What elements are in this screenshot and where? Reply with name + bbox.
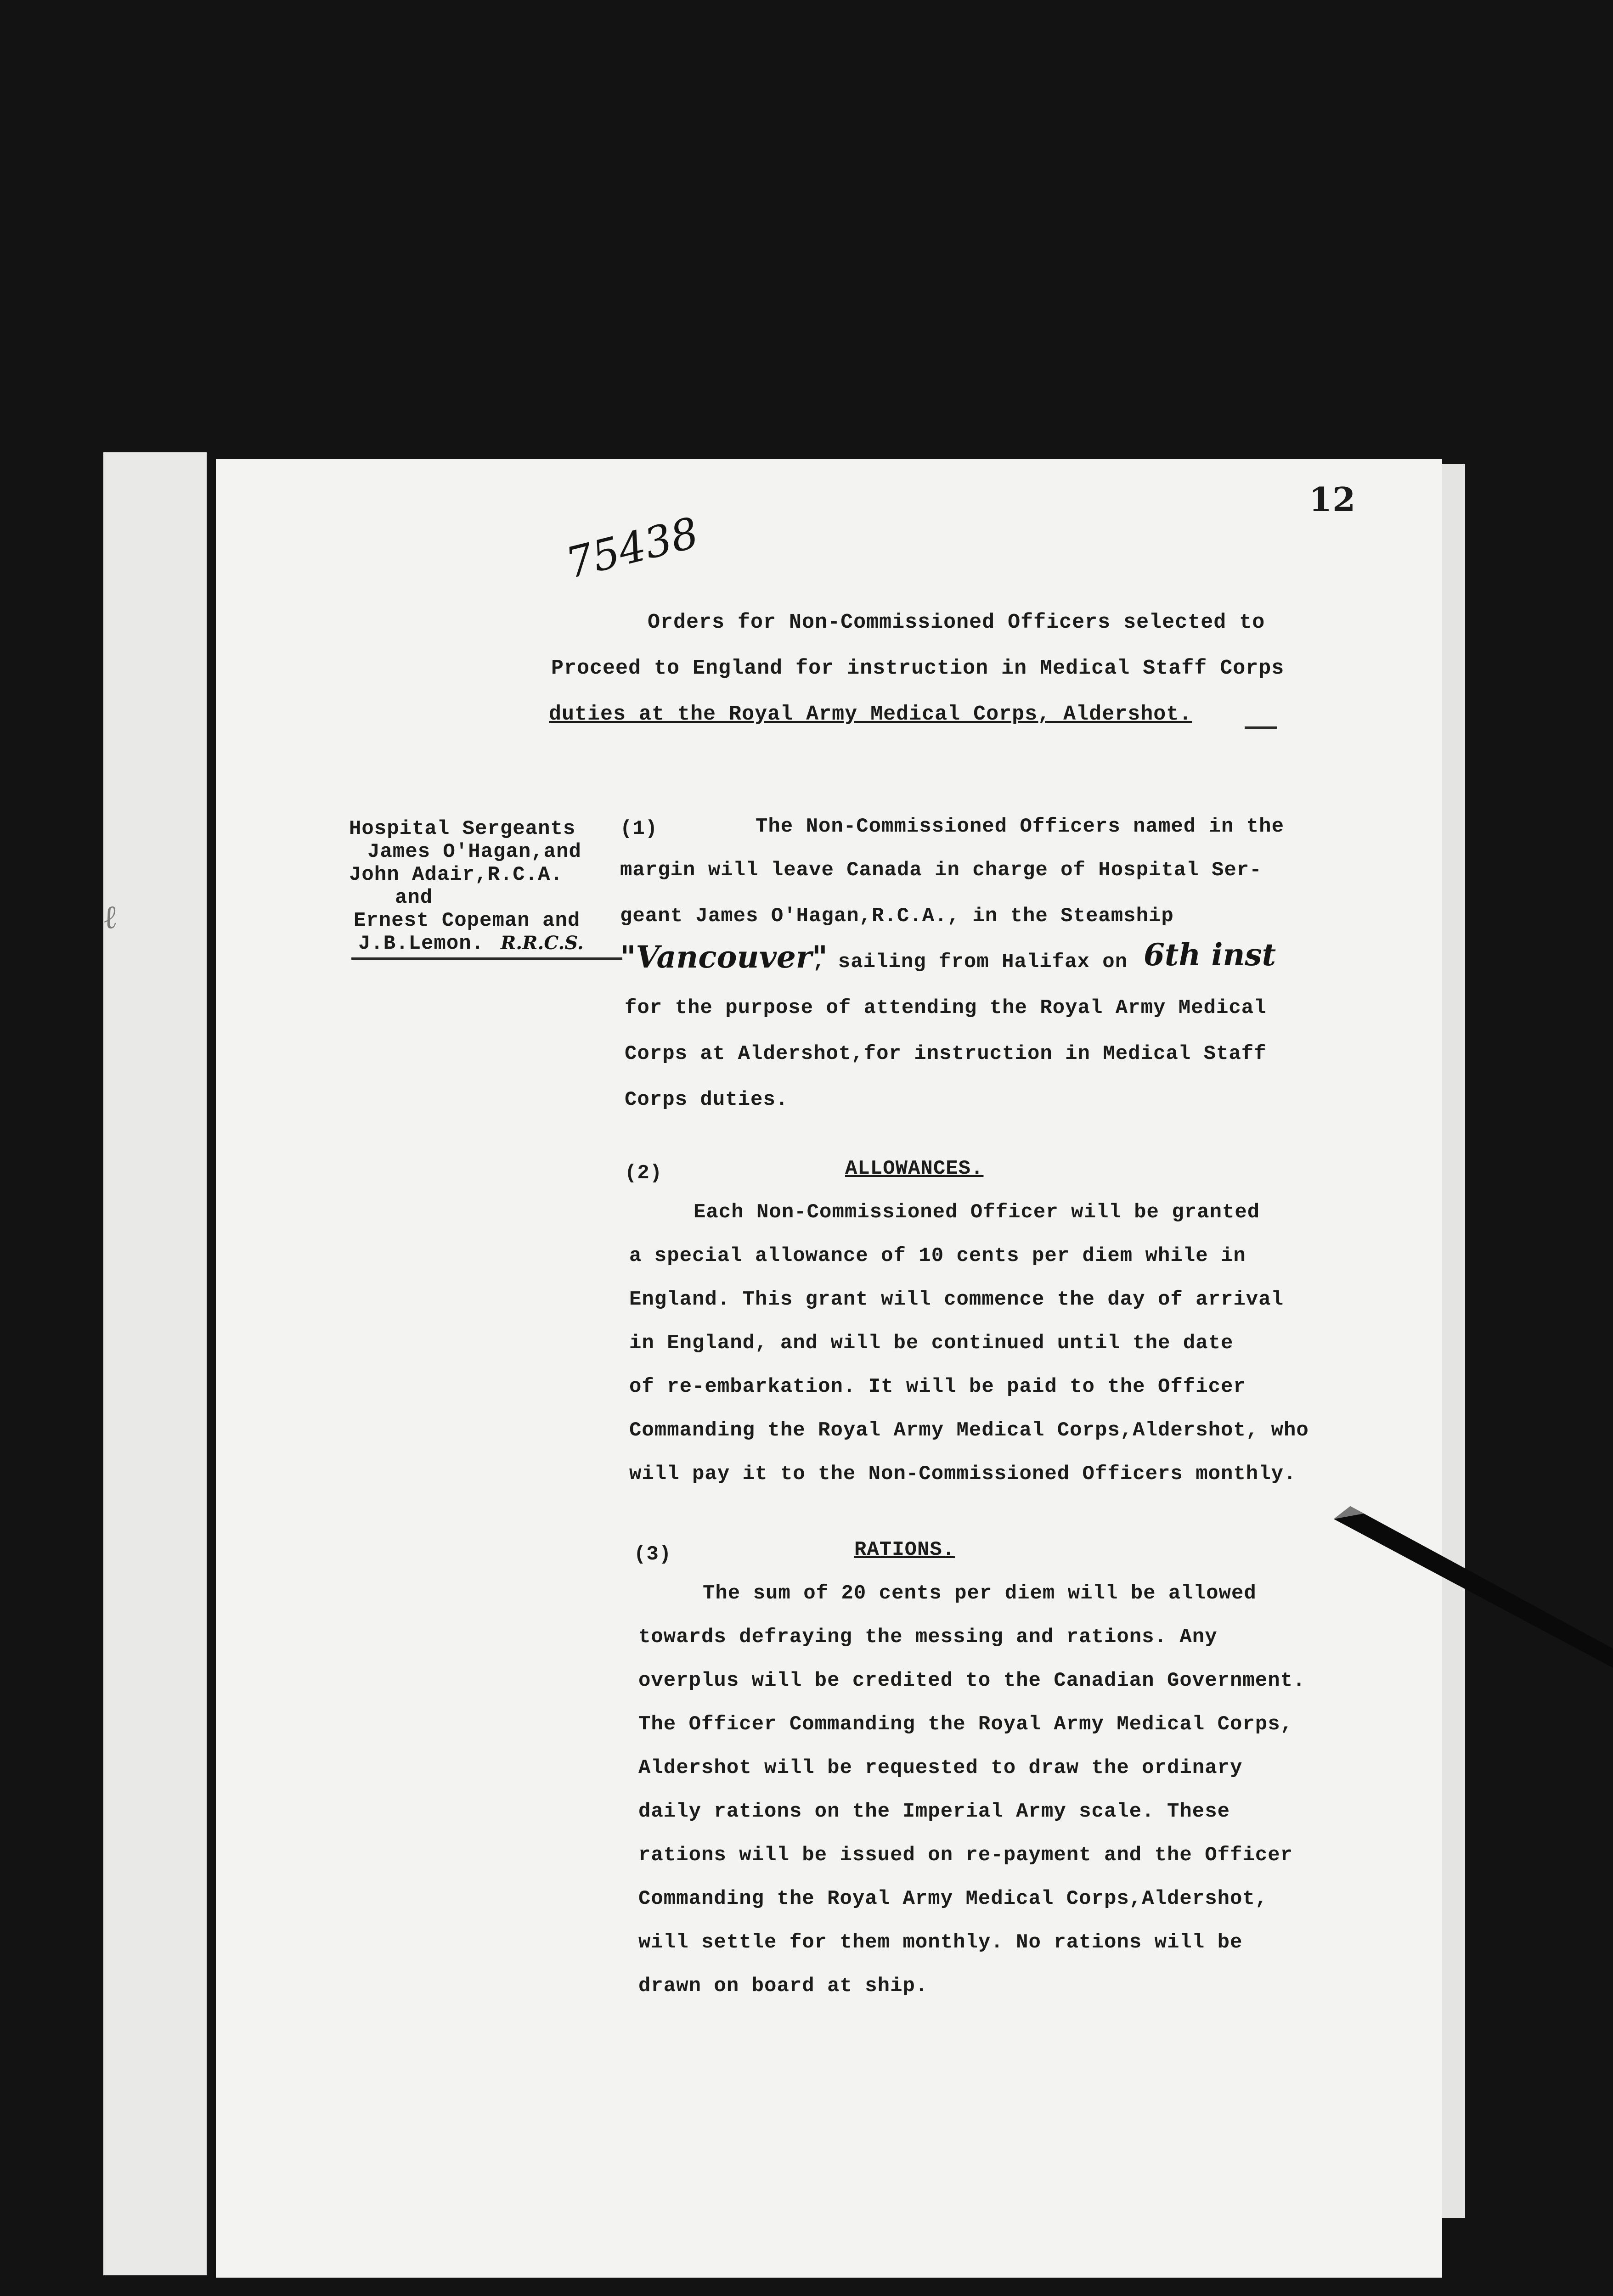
section-3-line-1: The sum of 20 cents per diem will be allowed [703,1582,1257,1605]
section-1-line-1: The Non-Commissioned Officers named in the [756,815,1284,838]
section-1-sailing-date: 6th inst [1144,937,1276,973]
section-3-number: (3) [634,1543,672,1566]
section-1-line-7: Corps duties. [625,1088,789,1111]
title-underline-extension [1245,726,1277,729]
margin-underline [351,957,622,960]
margin-line-5: Ernest Copeman and [354,909,581,932]
margin-line-4: and [395,886,433,909]
margin-line-1: Hospital Sergeants [349,817,576,840]
section-2-number: (2) [625,1162,663,1185]
section-1-line-2: margin will leave Canada in charge of Hospital Ser- [620,859,1262,882]
left-page-edge [100,452,207,2275]
section-1-line-6: Corps at Aldershot,for instruction in Medical Staff [625,1042,1267,1065]
section-2-line-4: in England, and will be continued until the date [629,1332,1234,1355]
section-3-line-3: overplus will be credited to the Canadian Government. [638,1669,1306,1692]
margin-line-6: J.B.Lemon. [358,932,485,955]
section-2-line-7: will pay it to the Non-Commissioned Officers monthly. [629,1463,1297,1486]
section-3-line-10: drawn on board at ship. [638,1975,928,1998]
section-1-ship-name: "Vancouver" [620,939,828,975]
section-3-line-9: will settle for them monthly. No rations will be [638,1931,1243,1954]
section-1-number: (1) [620,817,658,840]
pen-pointer [1332,1497,1613,1671]
section-2-heading: ALLOWANCES. [845,1157,984,1180]
section-1-line-3: geant James O'Hagan,R.C.A., in the Steamship [620,905,1174,928]
margin-line-3: John Adair,R.C.A. [349,863,563,886]
section-3-line-7: rations will be issued on re-payment and the Officer [638,1844,1293,1867]
document-page [216,459,1442,2278]
section-3-line-2: towards defraying the messing and rations. Any [638,1626,1218,1649]
section-3-line-6: daily rations on the Imperial Army scale. These [638,1800,1230,1823]
section-1-line-5: for the purpose of attending the Royal Army Medical [625,996,1267,1019]
title-line-2: Proceed to England for instruction in Medical Staff Corps [551,657,1285,680]
section-3-line-4: The Officer Commanding the Royal Army Medical Corps, [638,1713,1293,1736]
section-2-line-1: Each Non-Commissioned Officer will be granted [694,1201,1260,1224]
page-number: 12 [1309,480,1356,519]
section-3-line-5: Aldershot will be requested to draw the ordinary [638,1756,1243,1779]
section-2-line-6: Commanding the Royal Army Medical Corps,Aldershot, who [629,1419,1309,1442]
left-page-mark: ℓ [100,897,119,937]
section-2-line-3: England. This grant will commence the day of arrival [629,1288,1284,1311]
section-3-line-8: Commanding the Royal Army Medical Corps,Aldershot, [638,1887,1268,1910]
margin-line-2: James O'Hagan,and [367,840,581,863]
section-2-line-2: a special allowance of 10 cents per diem while in [629,1244,1246,1267]
margin-line-6-hand: R.R.C.S. [501,932,584,954]
handwritten-ref: 75438 [561,508,704,588]
section-2-line-5: of re-embarkation. It will be paid to the Officer [629,1375,1246,1398]
section-3-heading: RATIONS. [854,1538,955,1561]
title-line-3: duties at the Royal Army Medical Corps, Aldershot. [549,703,1192,726]
title-line-1: Orders for Non-Commissioned Officers selected to [648,611,1265,634]
section-1-line-4: , sailing from Halifax on [813,951,1128,974]
